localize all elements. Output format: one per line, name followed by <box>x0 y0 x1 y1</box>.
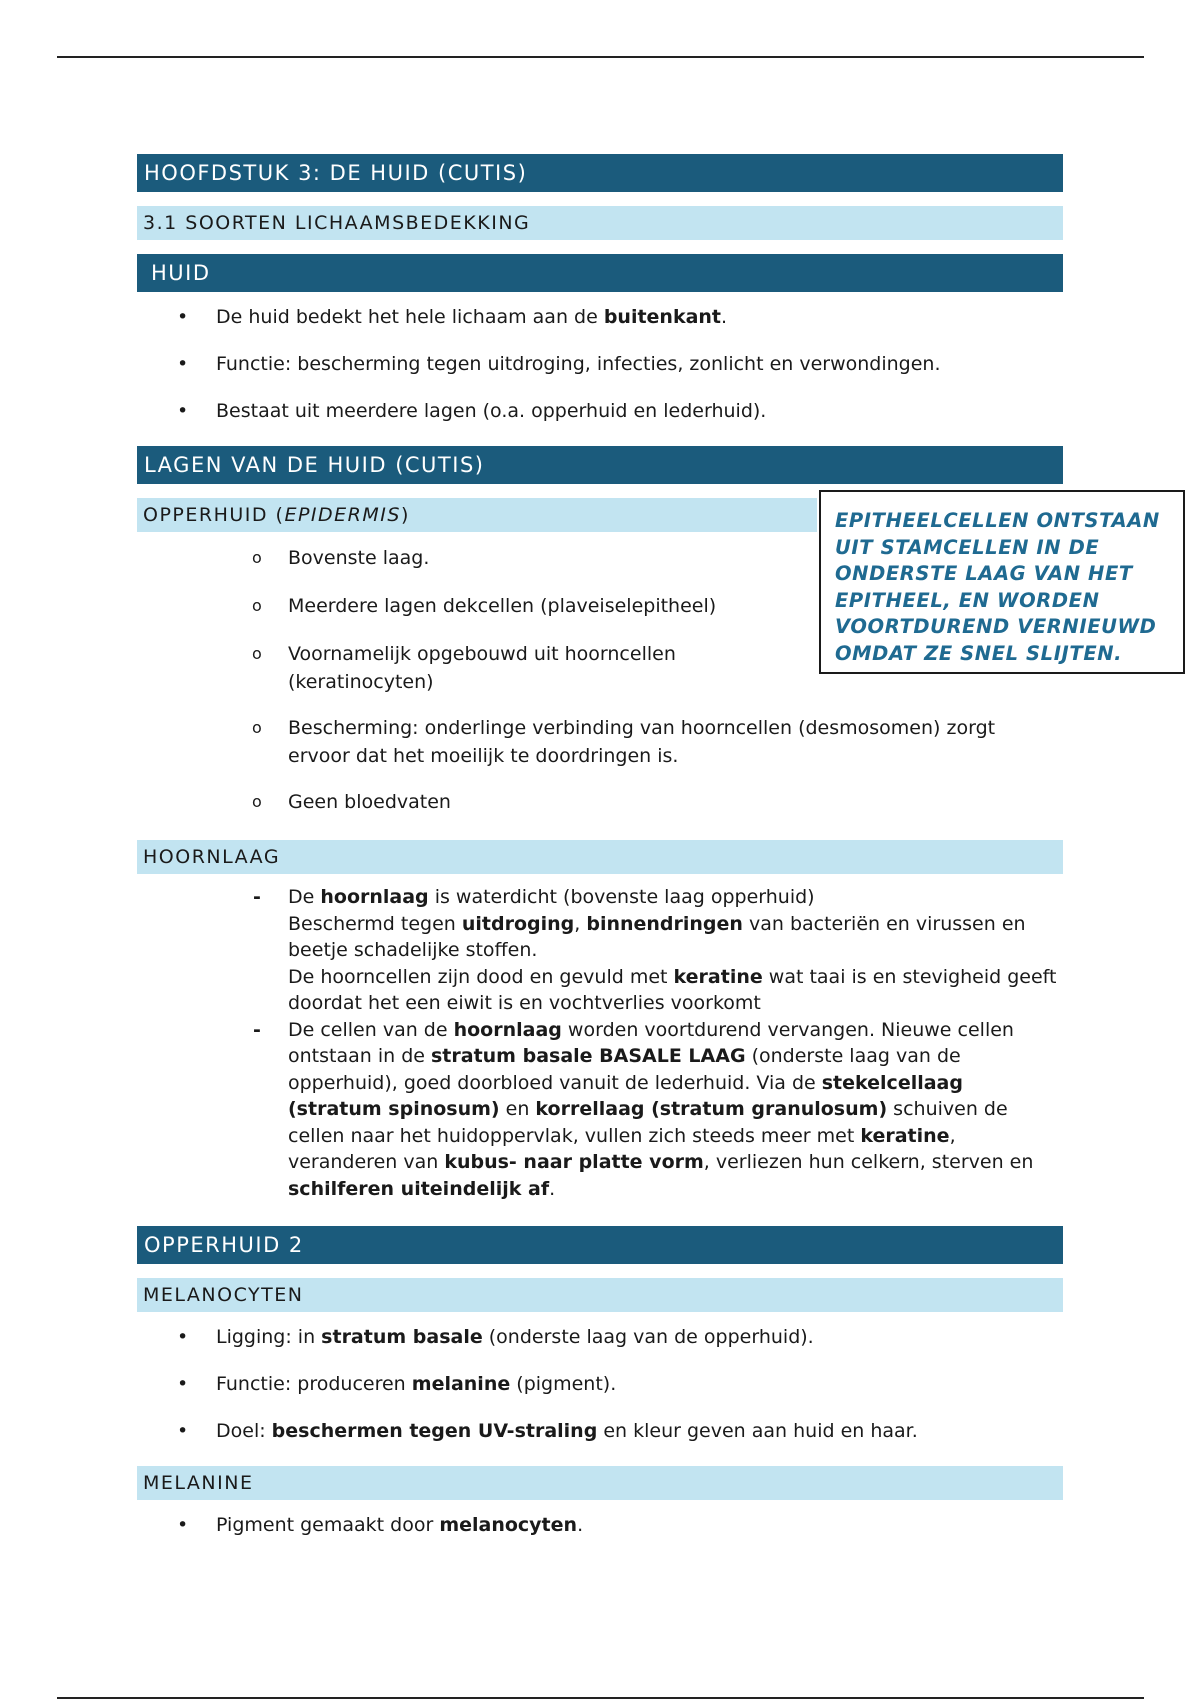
list-item: • Functie: bescherming tegen uitdroging, infecties, zonlicht en verwondingen. <box>137 351 1063 377</box>
huid-list <box>137 304 1063 424</box>
melanocyten-list <box>137 1324 1063 1444</box>
list-item: • Pigment gemaakt door melanocyten. <box>137 1512 1063 1538</box>
list-item: o Geen bloedvaten <box>137 788 1063 816</box>
list-item: • De huid bedekt het hele lichaam aan de buitenkant. <box>137 304 1063 330</box>
bottom-rule <box>57 1697 1144 1699</box>
chapter-heading: HOOFDSTUK 3: DE HUID (CUTIS) <box>137 154 1063 192</box>
document-body <box>137 154 1063 1538</box>
huid-heading: HUID <box>137 254 1063 292</box>
opperhuid2-heading: OPPERHUID 2 <box>137 1226 1063 1264</box>
list-item: o Meerdere lagen dekcellen (plaveiselepitheel) <box>137 592 1063 620</box>
melanine-heading: MELANINE <box>137 1466 1063 1500</box>
list-item: • Ligging: in stratum basale (onderste laag van de opperhuid). <box>137 1324 1063 1350</box>
melanine-list <box>137 1512 1063 1538</box>
opperhuid-heading: OPPERHUID (EPIDERMIS) <box>137 498 817 532</box>
melanocyten-heading: MELANOCYTEN <box>137 1278 1063 1312</box>
epitheel-callout-box: EPITHEELCELLEN ONTSTAAN UIT STAMCELLEN IN DE ONDERSTE LAAG VAN HET EPITHEEL, EN WORDEN VOORTDUREND VERNIEUWD OMDAT ZE SNEL SLIJTEN. <box>819 490 1185 674</box>
hoornlaag-heading: HOORNLAAG <box>137 840 1063 874</box>
hoornlaag-list <box>137 884 1063 1202</box>
list-item: • Doel: beschermen tegen UV-straling en kleur geven aan huid en haar. <box>137 1418 1063 1444</box>
list-item: • Functie: produceren melanine (pigment). <box>137 1371 1063 1397</box>
list-item: o Voornamelijk opgebouwd uit hoorncellen (keratinocyten) <box>137 640 718 696</box>
list-item: o Bovenste laag. <box>137 544 1063 572</box>
list-item: • Bestaat uit meerdere lagen (o.a. opperhuid en lederhuid). <box>137 398 1063 424</box>
top-rule <box>57 56 1144 58</box>
list-item: - De cellen van de hoornlaag worden voortdurend vervangen. Nieuwe cellen ontstaan in de stratum basale BASALE LAAG (onderste laag van de opperhuid), goed doorbloed vanuit de lederhuid. Via de stekelcellaag (stratum spinosum) en korrellaag (stratum granulosum) schuiven de cellen naar het huidoppervlak, vullen zich steeds meer met keratine, veranderen van kubus- naar platte vorm, verliezen hun celkern, sterven en schilferen uiteindelijk af. <box>137 1017 1063 1203</box>
list-item: o Bescherming: onderlinge verbinding van hoorncellen (desmosomen) zorgt ervoor dat het moeilijk te doordringen is. <box>137 714 1048 770</box>
list-item: - De hoornlaag is waterdicht (bovenste laag opperhuid) Beschermd tegen uitdroging, binnendringen van bacteriën en virussen en beetje schadelijke stoffen. De hoorncellen zijn dood en gevuld met keratine wat taai is en stevigheid geeft doordat het een eiwit is en vochtverlies voorkomt <box>137 884 1058 1017</box>
lagen-heading: LAGEN VAN DE HUID (CUTIS) <box>137 446 1063 484</box>
section-heading: 3.1 SOORTEN LICHAAMSBEDEKKING <box>137 206 1063 240</box>
